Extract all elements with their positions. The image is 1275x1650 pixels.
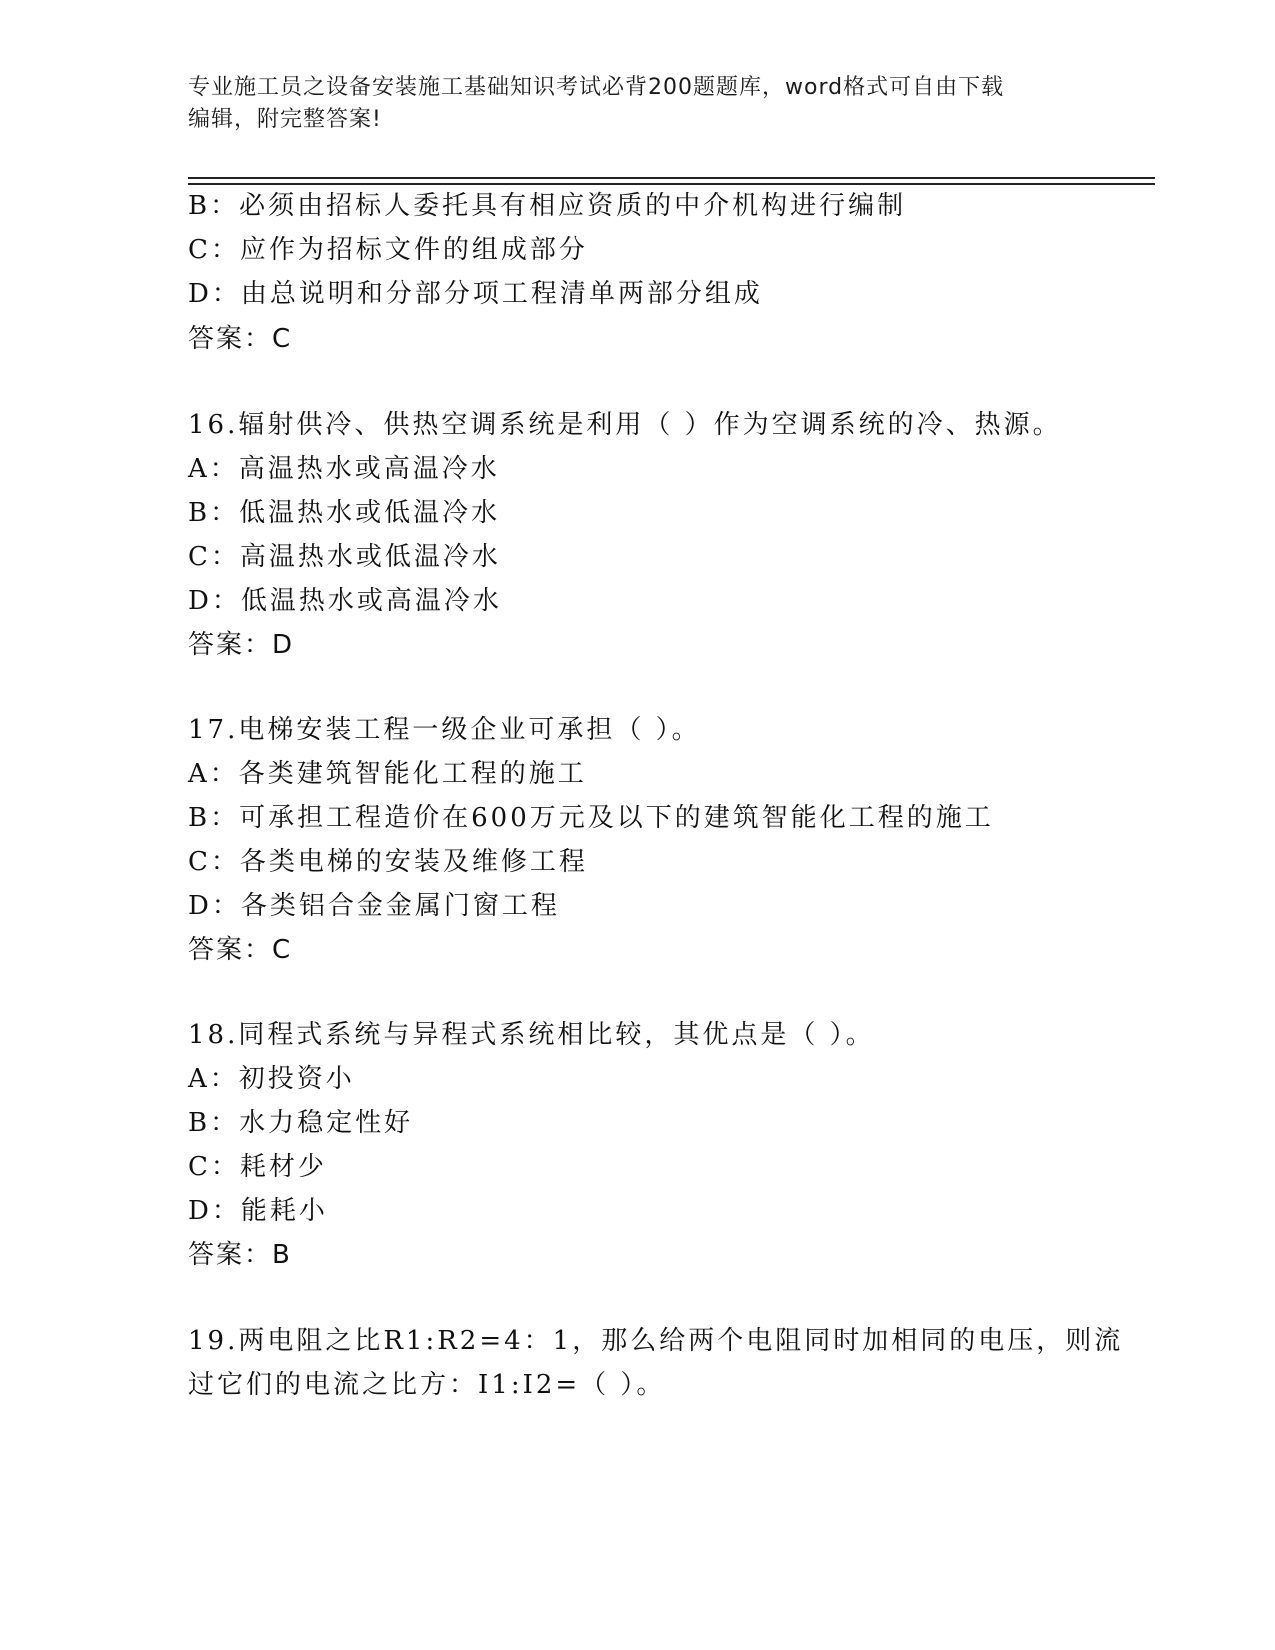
option-c: C：高温热水或低温冷水 <box>188 542 501 572</box>
option-d: D：能耗小 <box>188 1196 328 1226</box>
option-c: C：耗材少 <box>188 1152 327 1182</box>
option-c: C：各类电梯的安装及维修工程 <box>188 847 588 877</box>
header-divider-top <box>188 177 1155 179</box>
question-stem: 16.辐射供冷、供热空调系统是利用（ ）作为空调系统的冷、热源。 <box>188 410 1062 440</box>
option-a: A：各类建筑智能化工程的施工 <box>188 759 587 789</box>
answer: 答案：B <box>188 1240 292 1270</box>
question-stem: 17.电梯安装工程一级企业可承担（ ）。 <box>188 715 701 745</box>
header-line-1: 专业施工员之设备安装施工基础知识考试必背200题题库，word格式可自由下载 <box>188 75 1005 100</box>
option-d: D：各类铝合金金属门窗工程 <box>188 891 560 921</box>
option-b: B：必须由招标人委托具有相应资质的中介机构进行编制 <box>188 191 907 221</box>
option-a: A：初投资小 <box>188 1064 355 1094</box>
question-stem-line-2: 过它们的电流之比方：I1:I2=（ ）。 <box>188 1370 666 1400</box>
option-b: B：低温热水或低温冷水 <box>188 498 501 528</box>
option-d: D：低温热水或高温冷水 <box>188 586 502 616</box>
option-a: A：高温热水或高温冷水 <box>188 454 500 484</box>
question-stem: 18.同程式系统与异程式系统相比较，其优点是（ ）。 <box>188 1020 875 1050</box>
answer: 答案：C <box>188 935 293 965</box>
answer: 答案：D <box>188 630 295 660</box>
document-header <box>188 72 1088 136</box>
option-b: B：水力稳定性好 <box>188 1108 414 1138</box>
header-line-2: 编辑，附完整答案! <box>188 107 382 132</box>
option-c: C：应作为招标文件的组成部分 <box>188 235 588 265</box>
question-stem-line-1: 19.两电阻之比R1:R2=4：1，那么给两个电阻同时加相同的电压，则流 <box>188 1326 1124 1356</box>
answer: 答案：C <box>188 324 293 354</box>
option-d: D：由总说明和分部分项工程清单两部分组成 <box>188 279 763 309</box>
option-b: B：可承担工程造价在600万元及以下的建筑智能化工程的施工 <box>188 803 994 833</box>
